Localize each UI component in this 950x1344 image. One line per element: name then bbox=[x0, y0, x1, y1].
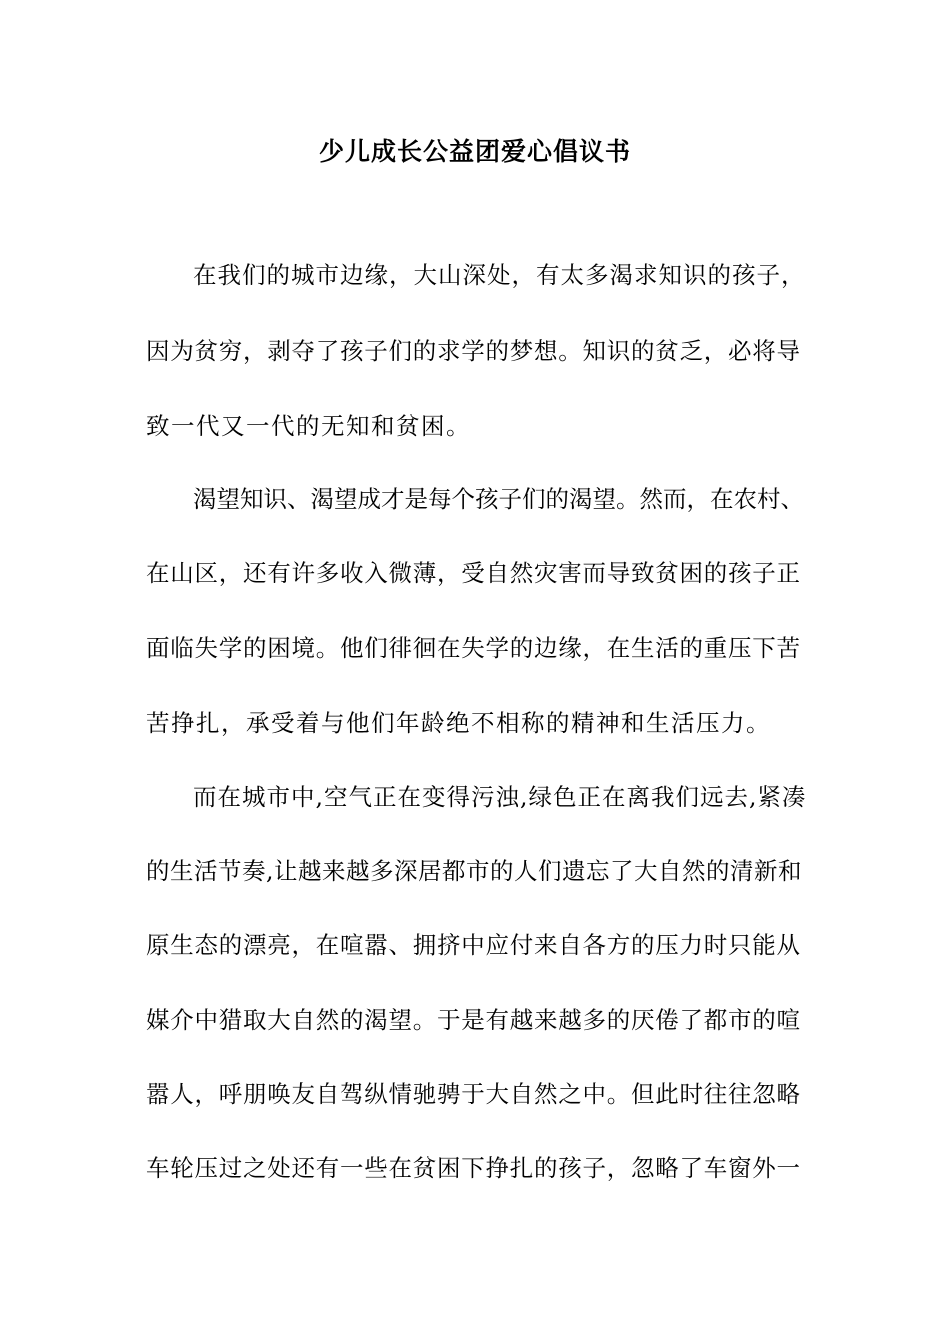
paragraph-1-line-2: 因为贫穷，剥夺了孩子们的求学的梦想。知识的贫乏，必将导 bbox=[146, 337, 801, 365]
paragraph-2-line-2: 在山区，还有许多收入微薄，受自然灾害而导致贫困的孩子正 bbox=[146, 559, 801, 587]
paragraph-3-line-2: 的生活节奏,让越来越多深居都市的人们遗忘了大自然的清新和 bbox=[146, 857, 802, 885]
paragraph-3-line-4: 媒介中猎取大自然的渴望。于是有越来越多的厌倦了都市的喧 bbox=[146, 1006, 801, 1034]
paragraph-2-line-3: 面临失学的困境。他们徘徊在失学的边缘，在生活的重压下苦 bbox=[146, 634, 801, 662]
document-title: 少儿成长公益团爱心倡议书 bbox=[318, 137, 631, 166]
paragraph-3-line-3: 原生态的漂亮，在喧嚣、拥挤中应付来自各方的压力时只能从 bbox=[146, 931, 801, 959]
paragraph-3-line-6: 车轮压过之处还有一些在贫困下挣扎的孩子，忽略了车窗外一 bbox=[146, 1154, 801, 1182]
paragraph-3-line-5: 嚣人，呼朋唤友自驾纵情驰骋于大自然之中。但此时往往忽略 bbox=[146, 1080, 801, 1108]
paragraph-3-line-1: 而在城市中,空气正在变得污浊,绿色正在离我们远去,紧凑 bbox=[193, 783, 807, 811]
paragraph-2-line-1: 渴望知识、渴望成才是每个孩子们的渴望。然而，在农村、 bbox=[193, 485, 804, 513]
paragraph-1-line-1: 在我们的城市边缘，大山深处，有太多渴求知识的孩子， bbox=[193, 261, 806, 289]
paragraph-2-line-4: 苦挣扎，承受着与他们年龄绝不相称的精神和生活压力。 bbox=[146, 709, 771, 737]
paragraph-1-line-3: 致一代又一代的无知和贫困。 bbox=[146, 412, 471, 440]
